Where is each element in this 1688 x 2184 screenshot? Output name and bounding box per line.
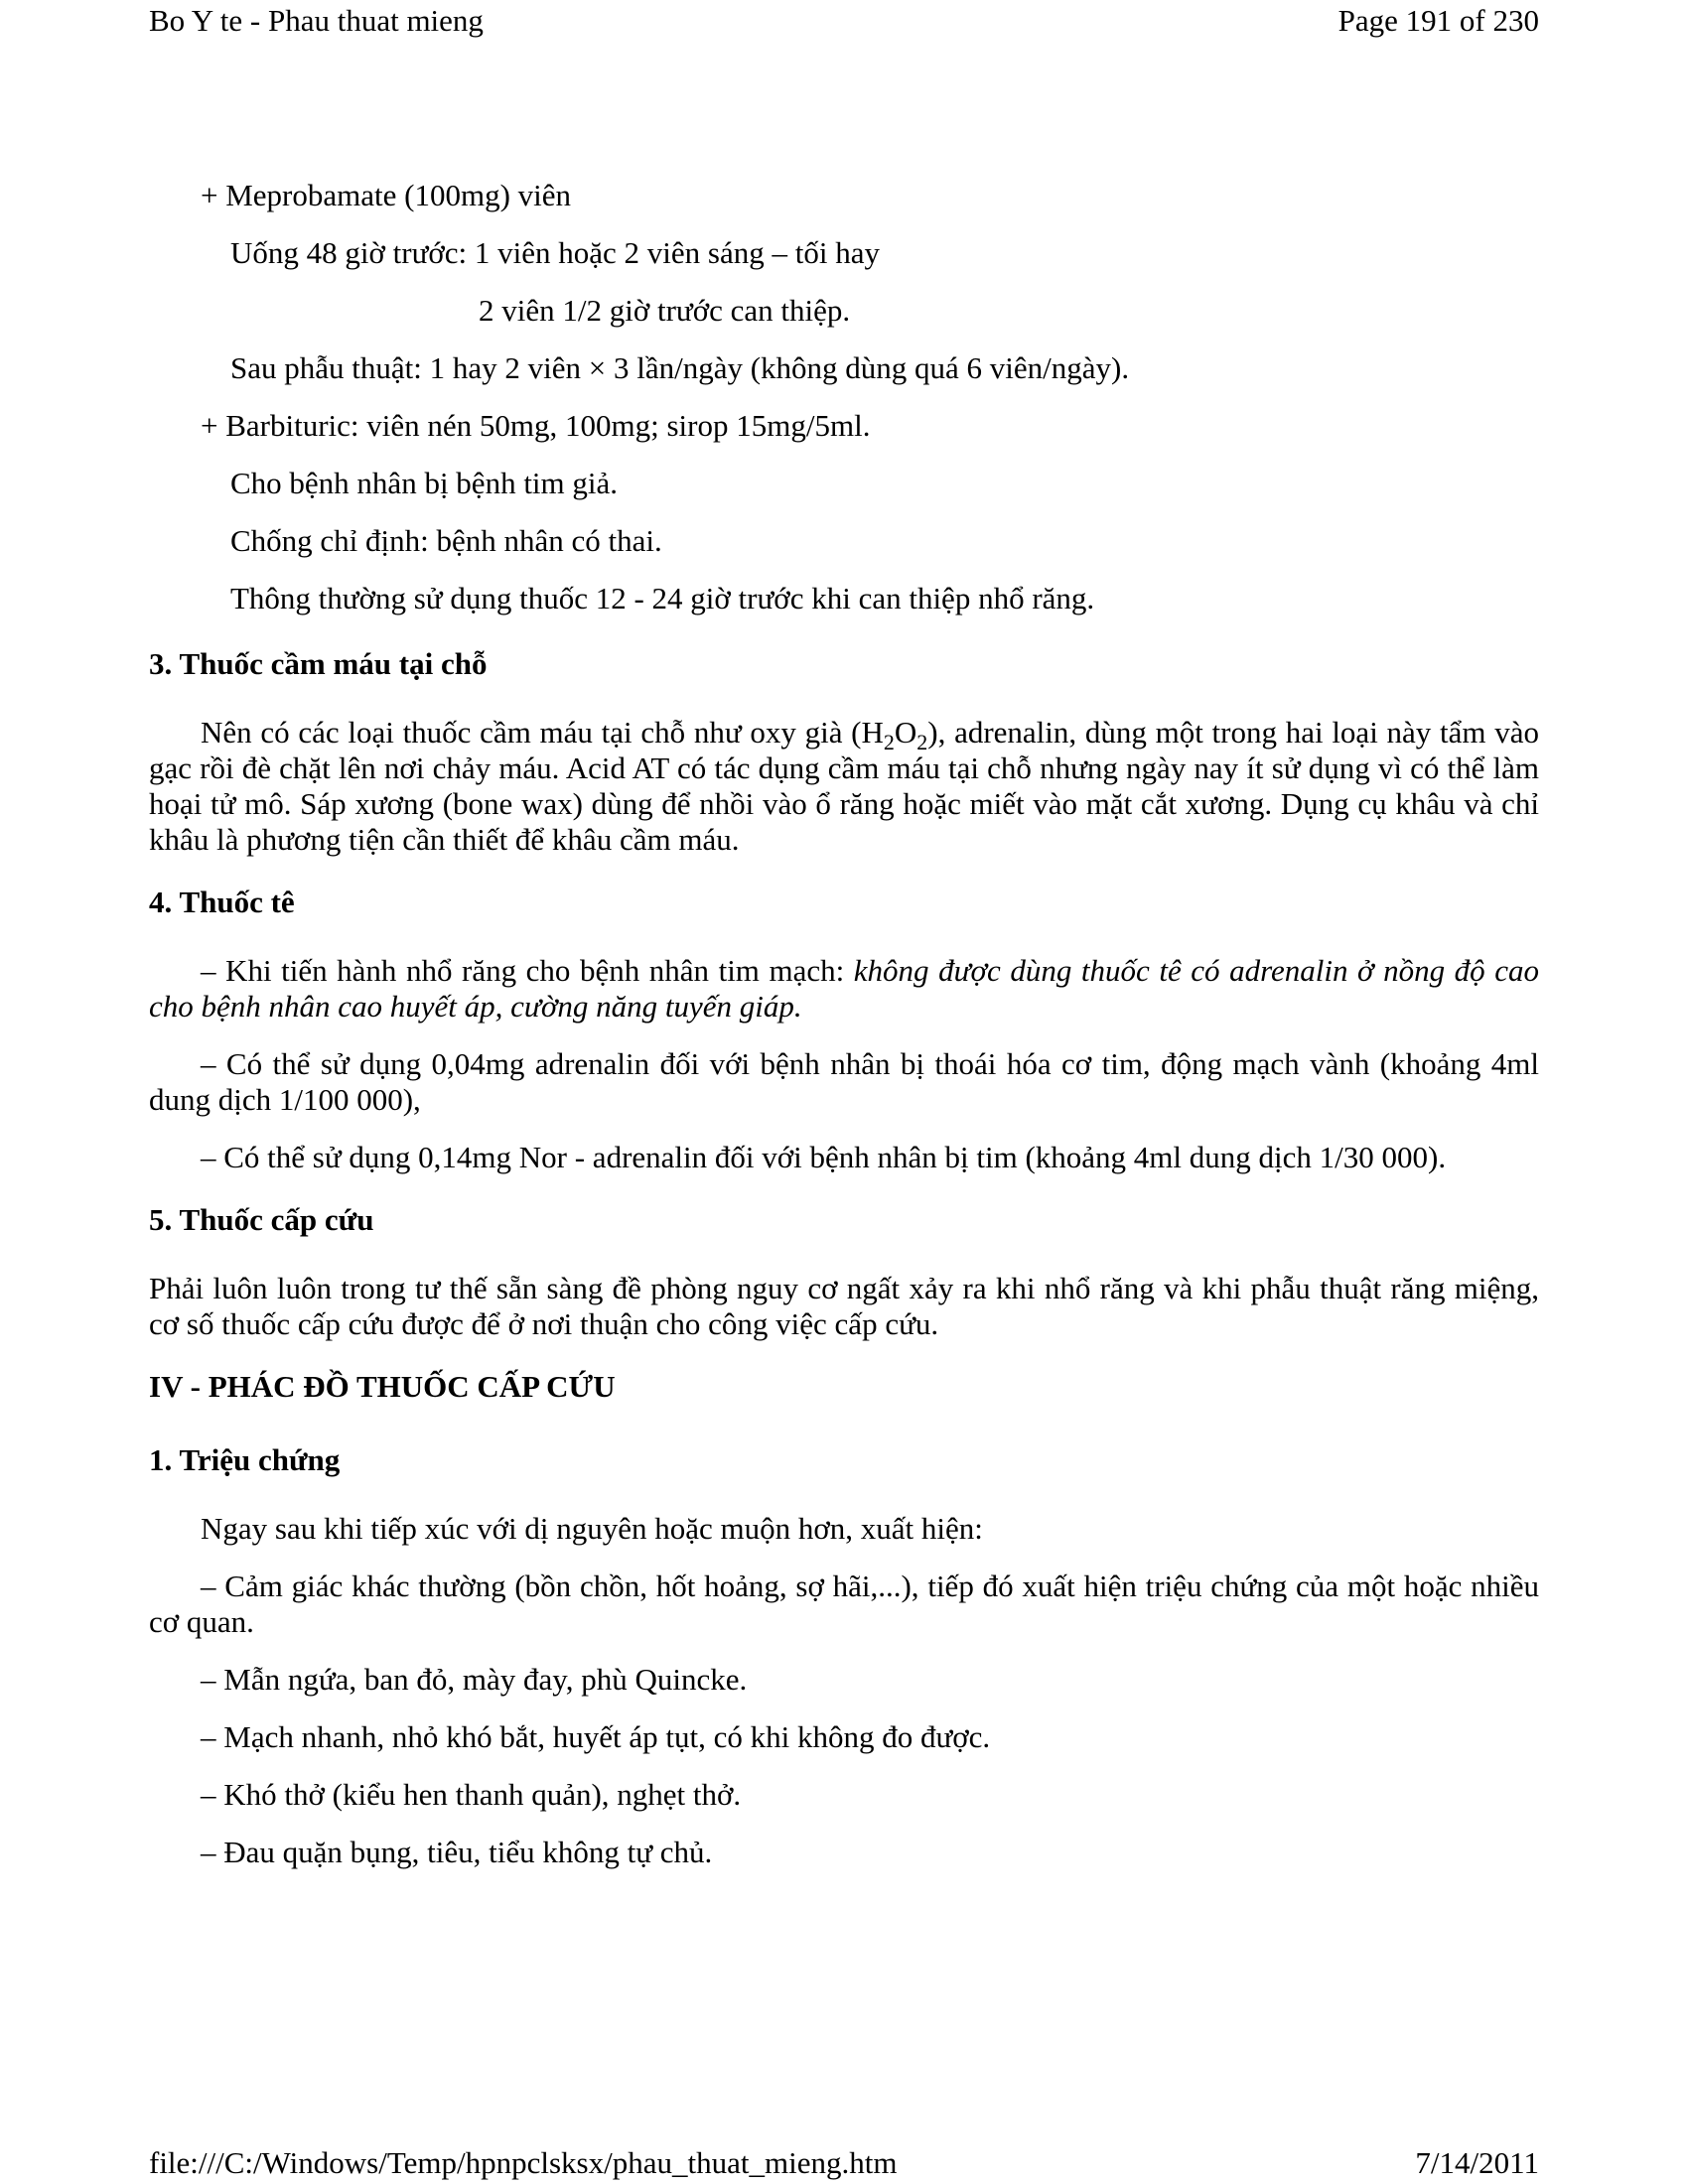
paragraph: – Cảm giác khác thường (bồn chồn, hốt hoảng, sợ hãi,...), tiếp đó xuất hiện triệu chứng của một hoặc nhiều cơ quan.: [149, 1569, 1539, 1639]
text-line: Thông thường sử dụng thuốc 12 - 24 giờ trước khi can thiệp nhổ răng.: [230, 581, 1095, 615]
text-line: + Barbituric: viên nén 50mg, 100mg; sirop 15mg/5ml.: [201, 408, 871, 443]
text-line: Sau phẫu thuật: 1 hay 2 viên × 3 lần/ngày (không dùng quá 6 viên/ngày).: [230, 350, 1130, 385]
text-line: Uống 48 giờ trước: 1 viên hoặc 2 viên sáng – tối hay: [230, 235, 880, 270]
text-line: Chống chỉ định: bệnh nhân có thai.: [230, 523, 662, 558]
paragraph: – Đau quặn bụng, tiêu, tiểu không tự chủ.: [201, 1835, 713, 1869]
subscript: 2: [883, 730, 895, 755]
paragraph: [149, 953, 1539, 1024]
paragraph: – Mạch nhanh, nhỏ khó bắt, huyết áp tụt, có khi không đo được.: [201, 1719, 991, 1754]
paragraph-italic-text: không được dùng thuốc tê có adrenalin ở nồng độ cao cho bệnh nhân cao huyết áp, cường năng tuyến giáp.: [149, 953, 1539, 1024]
section-heading: 1. Triệu chứng: [149, 1442, 341, 1477]
paragraph: – Khó thở (kiểu hen thanh quản), nghẹt thở.: [201, 1777, 742, 1812]
paragraph-text: ), adrenalin, dùng một trong hai loại này tẩm vào gạc rồi đè chặt lên nơi chảy máu. Acid AT có tác dụng cầm máu tại chỗ nhưng ngày nay ít sử dụng vì có thể làm hoại tử mô. Sáp xương (bone wax) dùng để nhồi vào ổ răng hoặc miết vào mặt cắt xương. Dụng cụ khâu và chỉ khâu là phương tiện cần thiết để khâu cầm máu.: [149, 715, 1539, 857]
paragraph: – Có thể sử dụng 0,14mg Nor - adrenalin đối với bệnh nhân bị tim (khoảng 4ml dung dịch 1/30 000).: [201, 1140, 1447, 1174]
paragraph-text: O: [894, 715, 917, 750]
chapter-heading: IV - PHÁC ĐỒ THUỐC CẤP CỨU: [149, 1369, 616, 1404]
footer-file-path: file:///C:/Windows/Temp/hpnpclsksx/phau_thuat_mieng.htm: [149, 2145, 898, 2180]
text-line: + Meprobamate (100mg) viên: [201, 178, 572, 212]
section-heading: 4. Thuốc tê: [149, 885, 295, 919]
section-heading: 5. Thuốc cấp cứu: [149, 1202, 374, 1237]
header-title: Bo Y te - Phau thuat mieng: [149, 3, 484, 38]
paragraph: – Có thể sử dụng 0,04mg adrenalin đối với bệnh nhân bị thoái hóa cơ tim, động mạch vành (khoảng 4ml dung dịch 1/100 000),: [149, 1046, 1539, 1117]
text-line: 2 viên 1/2 giờ trước can thiệp.: [479, 293, 851, 328]
paragraph: – Mẫn ngứa, ban đỏ, mày đay, phù Quincke.: [201, 1662, 748, 1697]
footer-date: 7/14/2011: [1415, 2145, 1539, 2180]
paragraph-text: Nên có các loại thuốc cầm máu tại chỗ như oxy già (H: [201, 715, 884, 750]
document-body: [149, 167, 1539, 1892]
paragraph-text: – Khi tiến hành nhổ răng cho bệnh nhân tim mạch:: [201, 953, 854, 988]
page-footer: [149, 2144, 1539, 2181]
paragraph: [149, 715, 1539, 858]
paragraph: Phải luôn luôn trong tư thế sẵn sàng đề phòng nguy cơ ngất xảy ra khi nhổ răng và khi phẫu thuật răng miệng, cơ số thuốc cấp cứu được để ở nơi thuận cho công việc cấp cứu.: [149, 1271, 1539, 1341]
text-line: Cho bệnh nhân bị bệnh tim giả.: [230, 466, 619, 500]
paragraph: Ngay sau khi tiếp xúc với dị nguyên hoặc muộn hơn, xuất hiện:: [201, 1511, 983, 1546]
header-page-number: Page 191 of 230: [1337, 3, 1539, 38]
section-heading: 3. Thuốc cầm máu tại chỗ: [149, 646, 488, 681]
page-header: [149, 2, 1539, 39]
subscript: 2: [916, 730, 928, 755]
